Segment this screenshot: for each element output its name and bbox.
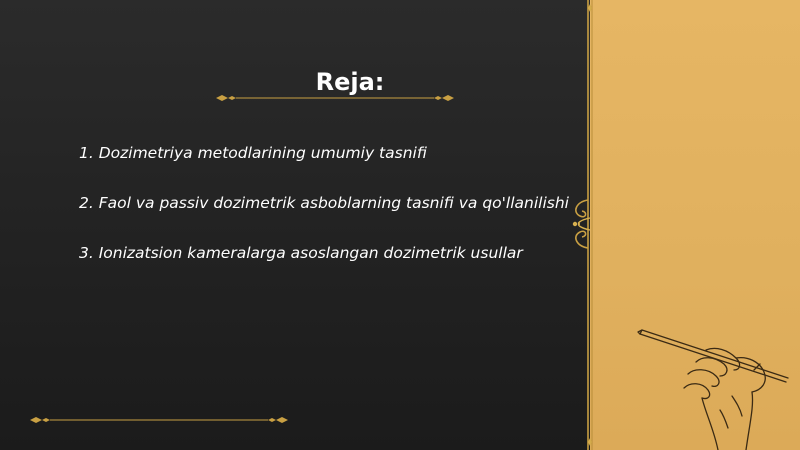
hand-with-pen-icon <box>636 326 800 450</box>
slide-title: Reja: <box>315 68 385 96</box>
plan-item: 2. Faol va passiv dozimetrik asboblarning tasnifi va qo'llanilishi <box>79 194 569 212</box>
plan-item: 3. Ionizatsion kameralarga asoslangan dozimetrik usullar <box>79 244 523 262</box>
plan-list <box>79 141 569 291</box>
divider-flourish-icon <box>566 196 594 252</box>
title-ornament-rule <box>214 92 456 104</box>
plan-item: 1. Dozimetriya metodlarining umumiy tasnifi <box>79 144 427 162</box>
bottom-ornament-rule <box>28 414 290 426</box>
